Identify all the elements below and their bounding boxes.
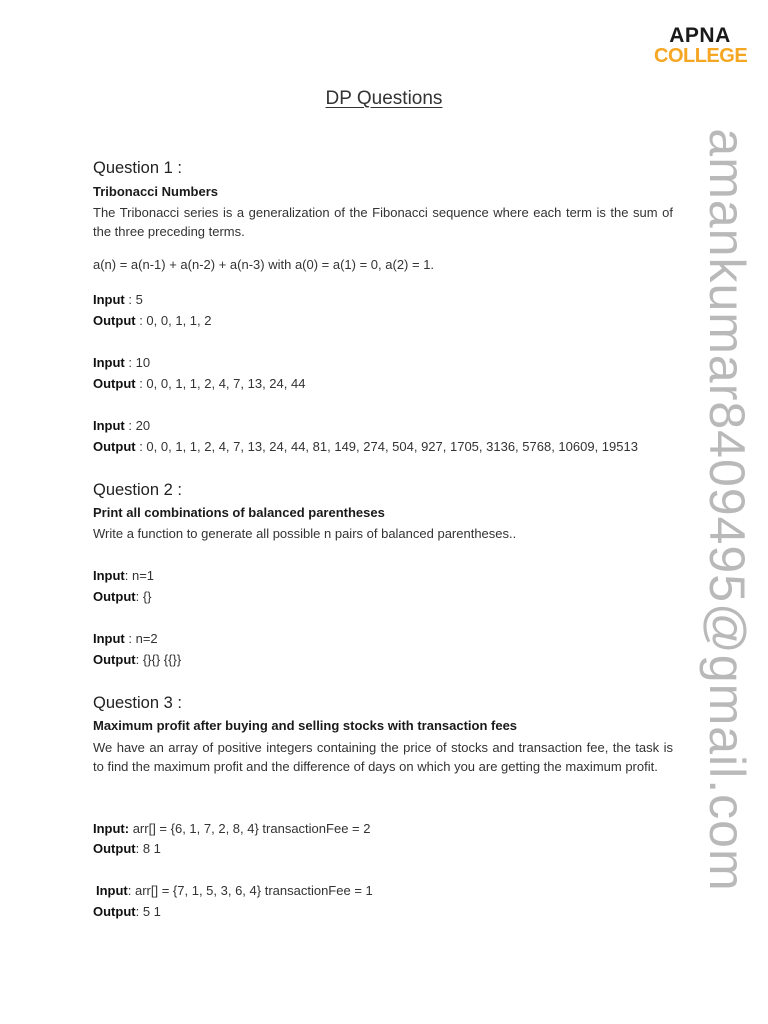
q3-example1-output-value: : 8 1 xyxy=(135,841,161,856)
q2-heading: Question 2 : xyxy=(93,481,182,499)
output-label: Output xyxy=(93,439,136,454)
input-label: Input xyxy=(93,631,125,646)
q1-example3-output-value: : 0, 0, 1, 1, 2, 4, 7, 13, 24, 44, 81, 149, 274, 504, 927, 1705, 3136, 5768, 10609, 19513 xyxy=(135,439,638,454)
q3-example1-output xyxy=(93,841,161,856)
logo-line1: APNA xyxy=(669,24,731,47)
logo-line2: COLLEGE xyxy=(654,45,748,67)
q1-description: The Tribonacci series is a generalization of the Fibonacci sequence where each term is the sum of the three preceding terms. xyxy=(93,205,673,239)
q1-example1-output-value: : 0, 0, 1, 1, 2 xyxy=(135,313,212,328)
q1-example1-input xyxy=(93,292,143,307)
input-label: Input xyxy=(93,292,125,307)
q3-example2-output xyxy=(93,904,161,919)
q3-example1-input xyxy=(93,821,370,836)
q2-example1-input-value: : n=1 xyxy=(124,568,155,583)
email-watermark: amankumar840949​5@gmail.com xyxy=(699,128,755,892)
q3-description: We have an array of positive integers containing the price of stocks and transaction fee, the task is to find the maximum profit and the difference of days on which you are getting the maximum profit. xyxy=(93,740,673,774)
q3-example2-output-value: : 5 1 xyxy=(135,904,161,919)
input-label: Input xyxy=(93,355,125,370)
q2-example1-output-value: : {} xyxy=(135,589,152,604)
output-label: Output xyxy=(93,376,136,391)
q1-formula: a(n) = a(n-1) + a(n-2) + a(n-3) with a(0) = a(1) = 0, a(2) = 1. xyxy=(93,257,435,272)
input-label: Input: xyxy=(93,821,130,836)
output-label: Output xyxy=(93,313,136,328)
q3-heading: Question 3 : xyxy=(93,694,182,712)
output-label: Output xyxy=(93,652,136,667)
input-label: Input xyxy=(93,568,125,583)
q1-example3-output xyxy=(93,439,638,454)
q1-example2-input-value: : 10 xyxy=(124,355,151,370)
q1-example2-output-value: : 0, 0, 1, 1, 2, 4, 7, 13, 24, 44 xyxy=(135,376,306,391)
apna-college-logo xyxy=(654,26,746,66)
q3-example2-input-value: : arr[] = {7, 1, 5, 3, 6, 4} transactionFee = 1 xyxy=(127,883,373,898)
q2-subtitle: Print all combinations of balanced parentheses xyxy=(93,505,385,520)
output-label: Output xyxy=(93,841,136,856)
q2-example1-output xyxy=(93,589,152,604)
q2-example2-input xyxy=(93,631,158,646)
q2-example1-input xyxy=(93,568,154,583)
q1-subtitle: Tribonacci Numbers xyxy=(93,184,218,199)
page-title: DP Questions xyxy=(325,88,443,109)
q2-example2-output xyxy=(93,652,181,667)
q1-example2-input xyxy=(93,355,150,370)
q1-heading: Question 1 : xyxy=(93,159,182,177)
q1-example1-input-value: : 5 xyxy=(124,292,143,307)
input-label: Input xyxy=(93,418,125,433)
q1-example1-output xyxy=(93,313,211,328)
q1-example3-input xyxy=(93,418,150,433)
q2-example2-output-value: : {}{} {{}} xyxy=(135,652,182,667)
output-label: Output xyxy=(93,589,136,604)
input-label: Input xyxy=(96,883,128,898)
q2-description: Write a function to generate all possible n pairs of balanced parentheses.. xyxy=(93,526,517,541)
q1-example2-output xyxy=(93,376,305,391)
output-label: Output xyxy=(93,904,136,919)
q3-subtitle: Maximum profit after buying and selling stocks with transaction fees xyxy=(93,718,518,733)
q3-example1-input-value: arr[] = {6, 1, 7, 2, 8, 4} transactionFee = 2 xyxy=(129,821,371,836)
q1-example3-input-value: : 20 xyxy=(124,418,151,433)
q2-example2-input-value: : n=2 xyxy=(124,631,158,646)
q3-example2-input xyxy=(96,883,373,898)
